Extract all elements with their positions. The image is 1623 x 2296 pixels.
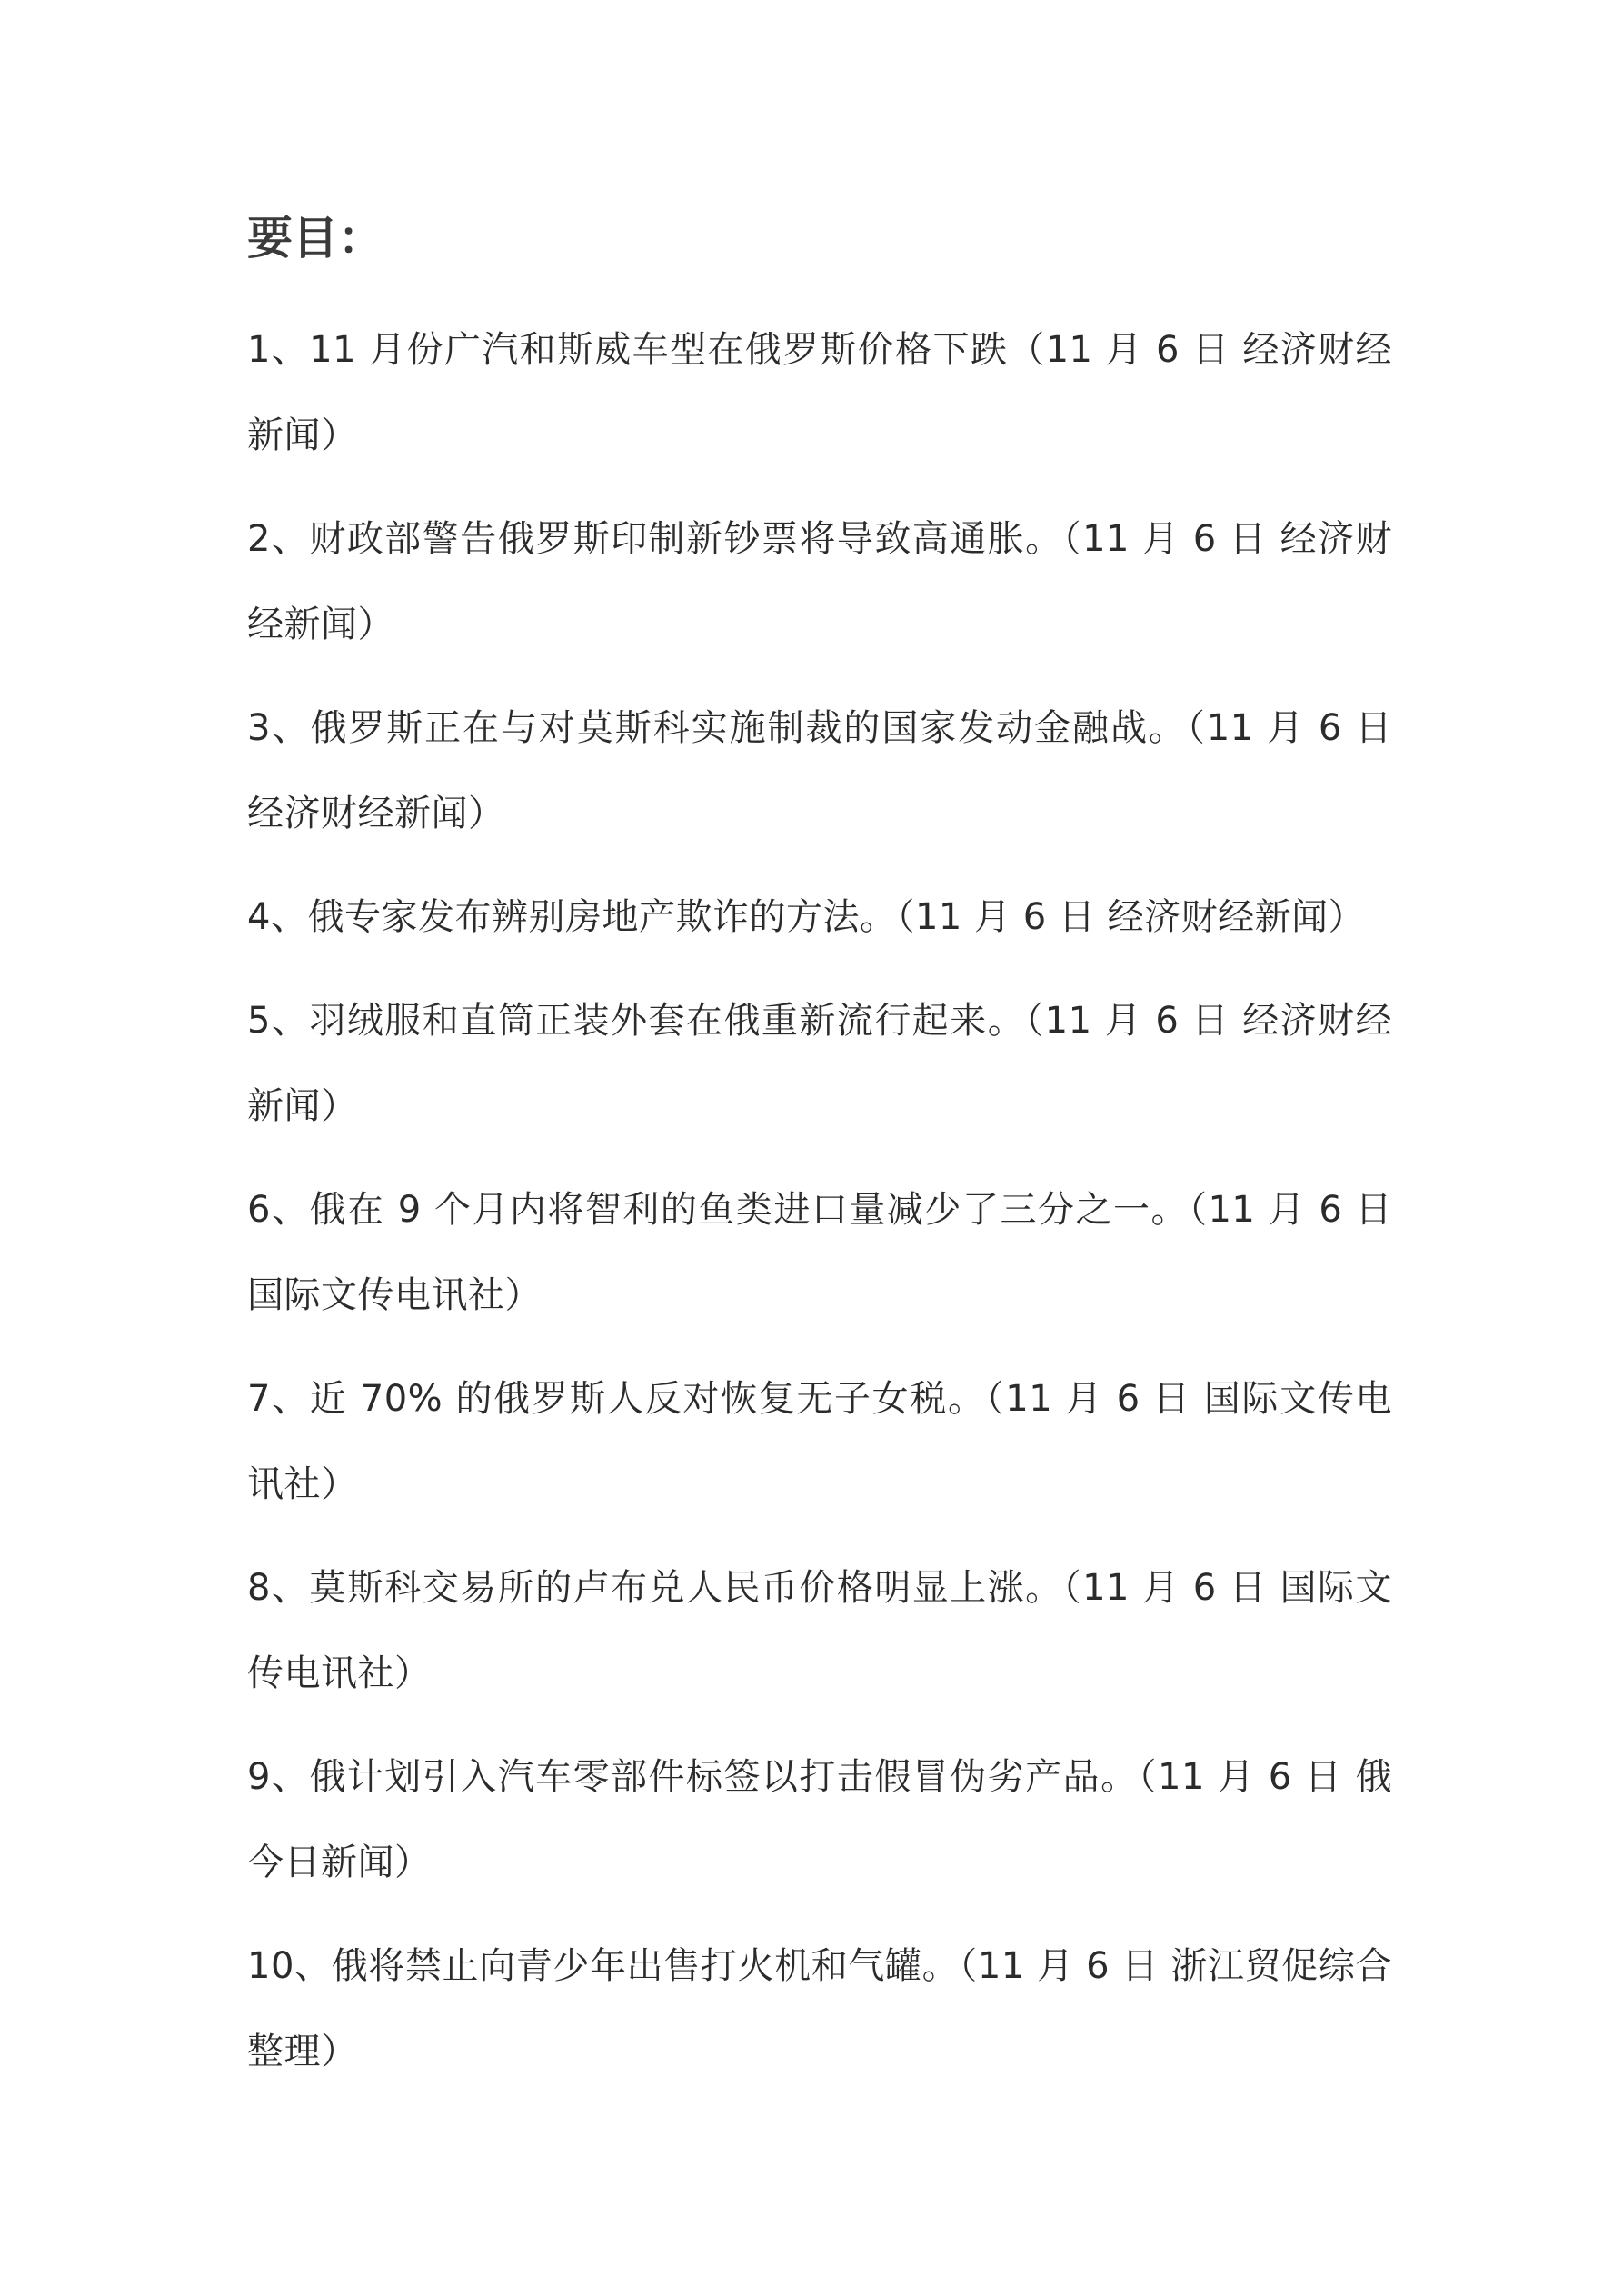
news-item-7: 7、近 70% 的俄罗斯人反对恢复无子女税。（11 月 6 日 国际文传电讯社） bbox=[247, 1378, 1392, 1505]
news-item-2: 2、财政部警告俄罗斯印制新钞票将导致高通胀。（11 月 6 日 经济财经新闻） bbox=[247, 518, 1392, 645]
document-page bbox=[247, 202, 1392, 2112]
news-item-8: 8、莫斯科交易所的卢布兑人民币价格明显上涨。（11 月 6 日 国际文传电讯社） bbox=[247, 1567, 1392, 1694]
news-item-1: 1、11 月份广汽和斯威车型在俄罗斯价格下跌（11 月 6 日 经济财经新闻） bbox=[247, 329, 1392, 456]
news-item-4: 4、俄专家发布辨别房地产欺诈的方法。（11 月 6 日 经济财经新闻） bbox=[247, 896, 1366, 938]
news-list bbox=[247, 307, 1392, 2094]
section-heading: 要目： bbox=[247, 212, 383, 265]
news-item-3: 3、俄罗斯正在与对莫斯科实施制裁的国家发动金融战。（11 月 6 日 经济财经新闻） bbox=[247, 707, 1392, 834]
news-item-10: 10、俄将禁止向青少年出售打火机和气罐。（11 月 6 日 浙江贸促综合整理） bbox=[247, 1945, 1392, 2072]
news-item-9: 9、俄计划引入汽车零部件标签以打击假冒伪劣产品。（11 月 6 日 俄今日新闻） bbox=[247, 1756, 1392, 1883]
news-item-6: 6、俄在 9 个月内将智利的鱼类进口量减少了三分之一。（11 月 6 日 国际文传电讯社） bbox=[247, 1189, 1392, 1316]
news-item-5: 5、羽绒服和直筒正装外套在俄重新流行起来。（11 月 6 日 经济财经新闻） bbox=[247, 1000, 1392, 1127]
